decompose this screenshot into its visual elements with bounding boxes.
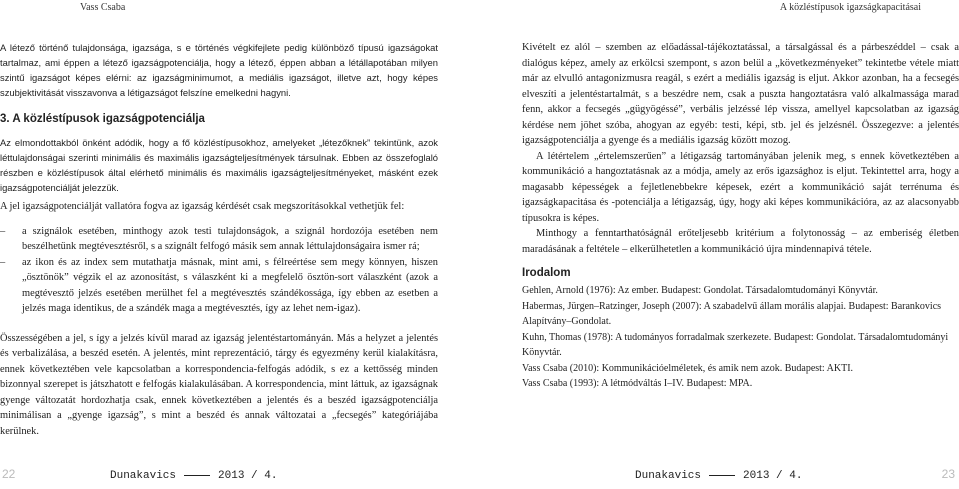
footer-rule [709, 475, 735, 476]
right-paragraph-1: Kivételt ez alól – szemben az előadással-tájékoztatással, a társalgással és a párbeszéddel – csak a dialógus képez, amely az erkölcsi szempont, s azon belül a „következményeket” tekintetbe vétele miatt már az elvulló antagonizmusra reagál, s ezért a mediális igazság is eljut. Akkor azonban, ha a fecsegés elveszíti a jelentéstartalmát, s a beszédre nem, csak a puszta hangoztatásra való alkalmassága marad fenn, akkor a fecsegés „gügyögéssé”, verbális jelzéssé lép vissza, amellyel kapcsolatban az igazság kérdése nem jöhet szóba, ahogyan az egyéb: testi, képi, stb. jel és jelzésnél. Összegezve: a jelentés igazságpotenciálja a gyenge és a mediális igazság között mozog. [522, 42, 959, 146]
right-column [522, 40, 959, 392]
footer-right [635, 470, 802, 482]
journal-name: Dunakavics [110, 470, 177, 482]
footer-rule [184, 475, 210, 476]
reference-item: Kuhn, Thomas (1978): A tudományos forradalmak szerkezete. Budapest: Gondolat. Társadalomtudományi Könyvtár. [522, 331, 949, 358]
section-paragraph-3: Összességében a jel, s így a jelzés kívül marad az igazság jelentéstartományán. Más a helyzet a jelentés és verbalizálása, a beszéd esetén. A jelentés, mint reprezentáció, tárgy és egyezmény kerül kialakításra, ennek következtében vele kapcsolatban a korrespondencia-felfogás adódik, s ez a kettősség minden bizonnyal szerepet is játszhatott e felfogás kialakulásában. A korrespondencia, mint láttuk, az igazságnak gyenge változatát hordozhatja csak, ennek következtében a jelentés és a beszéd igazságpotenciálja minimálisan a „gyenge igazság”, s mint a beszéd és annak változatai a „fecsegés” kategóriájába kerülnek. [0, 332, 438, 437]
right-paragraph-3: Minthogy a fenntarthatóságnál erőteljesebb kritérium a folytonosság – az emberiség életben maradásának a feltétele – elkerülhetetlen a kommunikáció újra mindennapivá tétele. [522, 228, 959, 255]
page-number-right: 23 [941, 467, 955, 481]
reference-item: Habermas, Jürgen–Ratzinger, Joseph (2007): A szabadelvű állam morális alapjai. Budapest: Barankovics Alapítvány–Gondolat. [522, 300, 942, 327]
reference-item: Gehlen, Arnold (1976): Az ember. Budapest: Gondolat. Társadalomtudományi Könyvtár. [522, 285, 878, 296]
reference-item: Vass Csaba (2010): Kommunikációelméletek, és amik nem azok. Budapest: AKTI. [522, 362, 854, 374]
section-paragraph-2: A jel igazságpotenciálját vallatóra fogva az igazság kérdését csak megszorításokkal vethetjük fel: [0, 201, 405, 212]
list-item: – az ikon és az index sem mutathatja másnak, mint ami, s félreértése sem megy könnyen, hiszen „ösztönök” végzik el az azonosítást, s válaszként ki a megfelelő ösztön-sort válaszként (azok a megtévesztő jelzés esetében merülhet fel a megtévesztés szándékossága, így ebben az esetben a jelzés maga identikus, de a szándék maga a megtévesztés, így az lehet nem-igaz). [0, 255, 438, 317]
intro-paragraph: A létező történő tulajdonsága, igazsága, s e történés végkifejlete pedig különböző típusú igazságokat tartalmaz, ami éppen a létező igazságpotenciálja, hogy a létező, éppen abban a létállapotában milyen szintű igazságot képes elérni: az igazságminimumot, a mediális igazságot, illetve azt, hogy képes szubjektivitását visszavonva a létigazságot felszíne emelkedni hagyni. [0, 42, 438, 98]
left-column [0, 40, 438, 439]
running-head-title: A közléstípusok igazságkapacitásai [779, 2, 921, 13]
page-number-left: 22 [2, 467, 16, 481]
reference-item: Vass Csaba (1993): A létmódváltás I–IV. Budapest: MPA. [522, 378, 753, 389]
list-item: – a szignálok esetében, minthogy azok testi tulajdonságok, a szignál hordozója esetében nem beszélhetünk megtévesztésről, s a szignált felfogó másik sem annak léttulajdonságaira ismer rá; [0, 224, 438, 255]
section-heading: 3. A közléstípusok igazságpotenciálja [0, 113, 205, 125]
dash-list [0, 224, 438, 317]
section-paragraph-1: Az elmondottakból önként adódik, hogy a fő közléstípusokhoz, amelyeket „létezőknek” tekintünk, azok léttulajdonságai szerinti minimális és maximális igazságteljesítmények társulnak. Ebben az összefoglaló részben e közléstípusok által elérhető minimális és maximális igazságteljesítményeket, másként ezek igazságpotenciálját jelezzük. [0, 137, 438, 193]
footer-left [110, 470, 277, 482]
issue-number: 2013 / 4. [743, 470, 803, 482]
journal-name: Dunakavics [635, 470, 702, 482]
issue-number: 2013 / 4. [218, 470, 278, 482]
running-head-author: Vass Csaba [80, 2, 126, 13]
references-heading: Irodalom [522, 267, 571, 279]
right-paragraph-2: A létértelem „értelemszerűen” a létigazság tartományában jelenik meg, s ennek következtében a kommunikáció a hangoztatásnak az a módja, amely az erős igazsághoz is eljut. Tekintettel arra, hogy a magasabb képességek a fejletlenebbekre képesek, ezért a kommunikáció saját terrénuma és igazságkapacitása és -potenciálja a létigazság, úgy, hogy aki képes kommunikációra, az az alacsonyabb típusokra is képes. [522, 150, 959, 224]
